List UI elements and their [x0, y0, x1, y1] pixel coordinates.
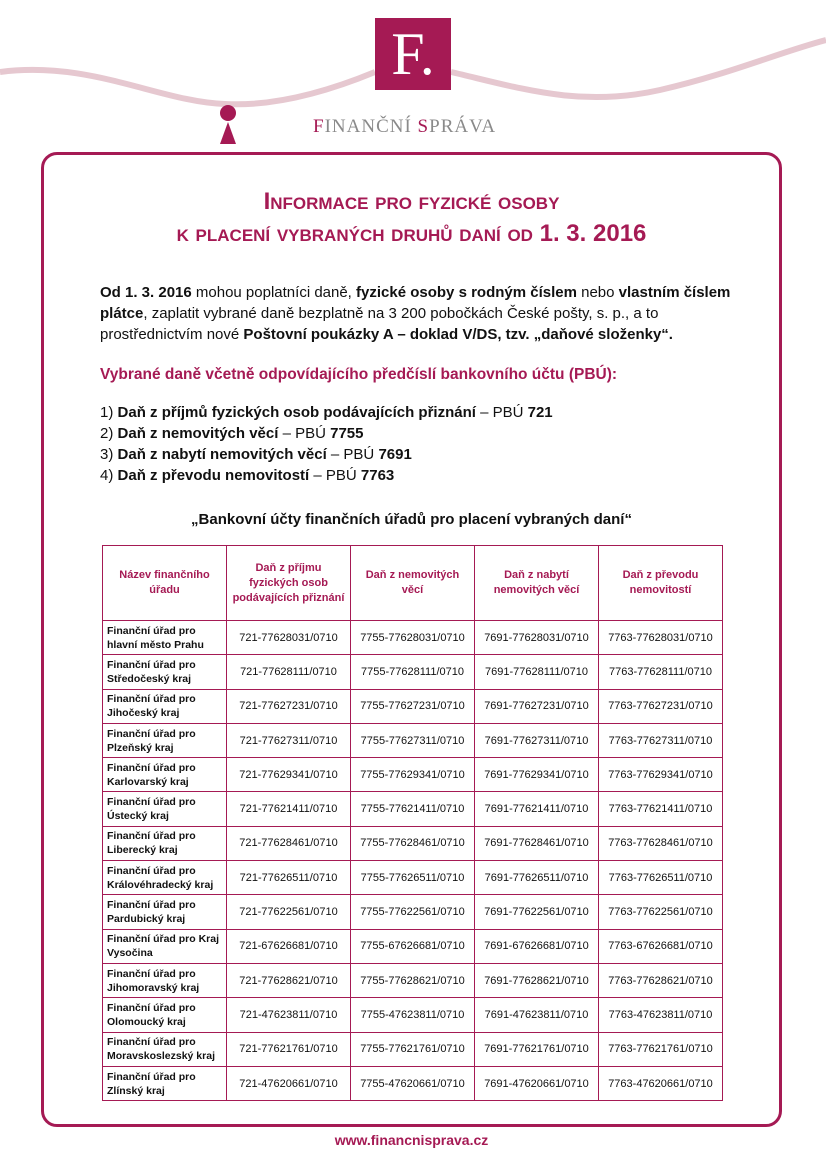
tax-pbu: 7691 — [378, 446, 412, 463]
table-row — [103, 621, 723, 655]
account-number-cell: 7755-77627311/0710 — [351, 723, 475, 757]
brand-rest-1: INANČNÍ — [324, 116, 418, 137]
account-number-cell: 7763-77627311/0710 — [599, 723, 723, 757]
table-row — [103, 689, 723, 723]
tax-pbu-label: – PBÚ — [475, 404, 528, 421]
account-number-cell: 7691-77628621/0710 — [475, 963, 599, 997]
taxes-subheading: Vybrané daně včetně odpovídajícího předčíslí bankovního účtu (PBÚ): — [100, 366, 618, 383]
intro-bold-3: vlastním číslem plátce — [100, 284, 731, 322]
office-name-cell: Finanční úřad pro Středočeský kraj — [103, 655, 227, 689]
office-name-cell: Finanční úřad pro Kraj Vysočina — [103, 929, 227, 963]
account-number-cell: 7763-77628111/0710 — [599, 655, 723, 689]
title-line1-initial: I — [263, 188, 271, 215]
logo-mark — [375, 18, 451, 90]
table-row — [103, 1066, 723, 1100]
tax-pbu-label: – PBÚ — [278, 425, 331, 442]
tax-pbu-label: – PBÚ — [309, 467, 361, 484]
office-name-cell: Finanční úřad pro Liberecký kraj — [103, 826, 227, 860]
account-number-cell: 7763-47620661/0710 — [599, 1066, 723, 1100]
account-number-cell: 7755-77629341/0710 — [351, 758, 475, 792]
logo-mark-text: F. — [391, 21, 435, 87]
table-header-row — [103, 546, 723, 621]
title-line1-rest: nformace pro fyzické osoby — [270, 188, 560, 215]
office-name-cell: Finanční úřad pro Karlovarský kraj — [103, 758, 227, 792]
account-number-cell: 7691-77628031/0710 — [475, 621, 599, 655]
header-transfer-tax: Daň z převodu nemovitostí — [599, 546, 723, 621]
account-number-cell: 7691-47620661/0710 — [475, 1066, 599, 1100]
header-income-tax: Daň z příjmu fyzických osob podávajících přiznání — [227, 546, 351, 621]
account-number-cell: 7763-77627231/0710 — [599, 689, 723, 723]
tax-pbu: 7755 — [330, 425, 364, 442]
tax-num: 1) — [100, 404, 118, 421]
intro-text-2: nebo — [576, 284, 619, 301]
brand-name — [313, 116, 533, 138]
account-number-cell: 7691-47623811/0710 — [475, 998, 599, 1032]
intro-paragraph — [100, 282, 740, 345]
intro-bold-2: fyzické osoby s rodným číslem — [356, 284, 577, 301]
account-number-cell: 7691-77622561/0710 — [475, 895, 599, 929]
account-number-cell: 7755-77621411/0710 — [351, 792, 475, 826]
account-number-cell: 7691-77629341/0710 — [475, 758, 599, 792]
table-row — [103, 758, 723, 792]
tax-num: 3) — [100, 446, 118, 463]
tax-num: 4) — [100, 467, 118, 484]
account-number-cell: 7691-77626511/0710 — [475, 861, 599, 895]
account-number-cell: 721-77627311/0710 — [227, 723, 351, 757]
accounts-table — [102, 545, 723, 1101]
account-number-cell: 7755-77627231/0710 — [351, 689, 475, 723]
account-number-cell: 7763-77628031/0710 — [599, 621, 723, 655]
table-body — [103, 621, 723, 1101]
account-number-cell: 7755-47620661/0710 — [351, 1066, 475, 1100]
intro-date: Od 1. 3. 2016 — [100, 284, 192, 301]
account-number-cell: 721-47620661/0710 — [227, 1066, 351, 1100]
header-acquisition-tax: Daň z nabytí nemovitých věcí — [475, 546, 599, 621]
account-number-cell: 7763-67626681/0710 — [599, 929, 723, 963]
table-row — [103, 826, 723, 860]
account-number-cell: 721-47623811/0710 — [227, 998, 351, 1032]
account-number-cell: 7755-77628461/0710 — [351, 826, 475, 860]
account-number-cell: 721-77629341/0710 — [227, 758, 351, 792]
page-title — [41, 186, 782, 250]
account-number-cell: 721-77626511/0710 — [227, 861, 351, 895]
table-caption: „Bankovní účty finančních úřadů pro placení vybraných daní“ — [191, 511, 632, 528]
tax-item — [100, 402, 740, 423]
account-number-cell: 7755-77621761/0710 — [351, 1032, 475, 1066]
account-number-cell: 721-67626681/0710 — [227, 929, 351, 963]
account-number-cell: 7691-77621761/0710 — [475, 1032, 599, 1066]
footer-url: www.financnisprava.cz — [334, 1132, 489, 1148]
tax-name: Daň z příjmů fyzických osob podávajících přiznání — [117, 404, 476, 421]
office-name-cell: Finanční úřad pro Olomoucký kraj — [103, 998, 227, 1032]
account-number-cell: 721-77628111/0710 — [227, 655, 351, 689]
office-name-cell: Finanční úřad pro Moravskoslezský kraj — [103, 1032, 227, 1066]
intro-text-1: mohou poplatníci daně, — [191, 284, 357, 301]
table-row — [103, 895, 723, 929]
account-number-cell: 721-77628461/0710 — [227, 826, 351, 860]
account-number-cell: 7763-77629341/0710 — [599, 758, 723, 792]
account-number-cell: 7691-77627231/0710 — [475, 689, 599, 723]
table-row — [103, 792, 723, 826]
tax-item — [100, 444, 740, 465]
tax-name: Daň z převodu nemovitostí — [117, 467, 310, 484]
tax-pbu: 7763 — [360, 467, 395, 484]
account-number-cell: 7755-77626511/0710 — [351, 861, 475, 895]
account-number-cell: 7763-77626511/0710 — [599, 861, 723, 895]
account-number-cell: 7691-77628111/0710 — [475, 655, 599, 689]
account-number-cell: 7691-67626681/0710 — [475, 929, 599, 963]
office-name-cell: Finanční úřad pro Ústecký kraj — [103, 792, 227, 826]
tax-pbu: 721 — [527, 404, 553, 421]
account-number-cell: 721-77622561/0710 — [227, 895, 351, 929]
account-number-cell: 7691-77621411/0710 — [475, 792, 599, 826]
office-name-cell: Finanční úřad pro Královéhradecký kraj — [103, 861, 227, 895]
office-name-cell: Finanční úřad pro Pardubický kraj — [103, 895, 227, 929]
tax-name: Daň z nabytí nemovitých věcí — [117, 446, 327, 463]
office-name-cell: Finanční úřad pro Zlínský kraj — [103, 1066, 227, 1100]
account-number-cell: 721-77628031/0710 — [227, 621, 351, 655]
office-name-cell: Finanční úřad pro Jihomoravský kraj — [103, 963, 227, 997]
account-number-cell: 7691-77627311/0710 — [475, 723, 599, 757]
table-row — [103, 723, 723, 757]
table-row — [103, 963, 723, 997]
title-line2-text: k placení vybraných druhů daní od — [176, 220, 540, 247]
account-number-cell: 7755-77628031/0710 — [351, 621, 475, 655]
tax-item — [100, 423, 740, 444]
tax-list — [100, 402, 740, 486]
table-row — [103, 929, 723, 963]
table-row — [103, 655, 723, 689]
tax-num: 2) — [100, 425, 118, 442]
account-number-cell: 7763-77628621/0710 — [599, 963, 723, 997]
account-number-cell: 721-77621411/0710 — [227, 792, 351, 826]
account-number-cell: 721-77621761/0710 — [227, 1032, 351, 1066]
office-name-cell: Finanční úřad pro Jihočeský kraj — [103, 689, 227, 723]
account-number-cell: 7755-77628621/0710 — [351, 963, 475, 997]
header-office: Název finančního úřadu — [103, 546, 227, 621]
account-number-cell: 7691-77628461/0710 — [475, 826, 599, 860]
office-name-cell: Finanční úřad pro Plzeňský kraj — [103, 723, 227, 757]
account-number-cell: 721-77628621/0710 — [227, 963, 351, 997]
account-number-cell: 7763-77622561/0710 — [599, 895, 723, 929]
account-number-cell: 7755-47623811/0710 — [351, 998, 475, 1032]
brand-initial-f: F — [313, 116, 325, 137]
account-number-cell: 7763-47623811/0710 — [599, 998, 723, 1032]
header-property-tax: Daň z nemovitých věcí — [351, 546, 475, 621]
table-row — [103, 998, 723, 1032]
table-row — [103, 861, 723, 895]
account-number-cell: 7763-77621761/0710 — [599, 1032, 723, 1066]
title-line2-date: 1. 3. 2016 — [539, 220, 647, 247]
tax-item — [100, 465, 740, 486]
account-number-cell: 721-77627231/0710 — [227, 689, 351, 723]
account-number-cell: 7755-67626681/0710 — [351, 929, 475, 963]
intro-bold-4: Poštovní poukázky A – doklad V/DS, tzv. „daňové složenky“. — [243, 326, 673, 343]
brand-initial-s: S — [417, 116, 430, 137]
table-row — [103, 1032, 723, 1066]
brand-rest-2: PRÁVA — [429, 116, 497, 137]
office-name-cell: Finanční úřad pro hlavní město Prahu — [103, 621, 227, 655]
account-number-cell: 7763-77628461/0710 — [599, 826, 723, 860]
account-number-cell: 7763-77621411/0710 — [599, 792, 723, 826]
intro-text-3: , zaplatit vybrané daně bezplatně na 3 200 pobočkách České pošty, s. p., a to prostřednictvím nové — [100, 305, 659, 343]
tax-pbu-label: – PBÚ — [326, 446, 379, 463]
tax-name: Daň z nemovitých věcí — [117, 425, 279, 442]
account-number-cell: 7755-77622561/0710 — [351, 895, 475, 929]
account-number-cell: 7755-77628111/0710 — [351, 655, 475, 689]
